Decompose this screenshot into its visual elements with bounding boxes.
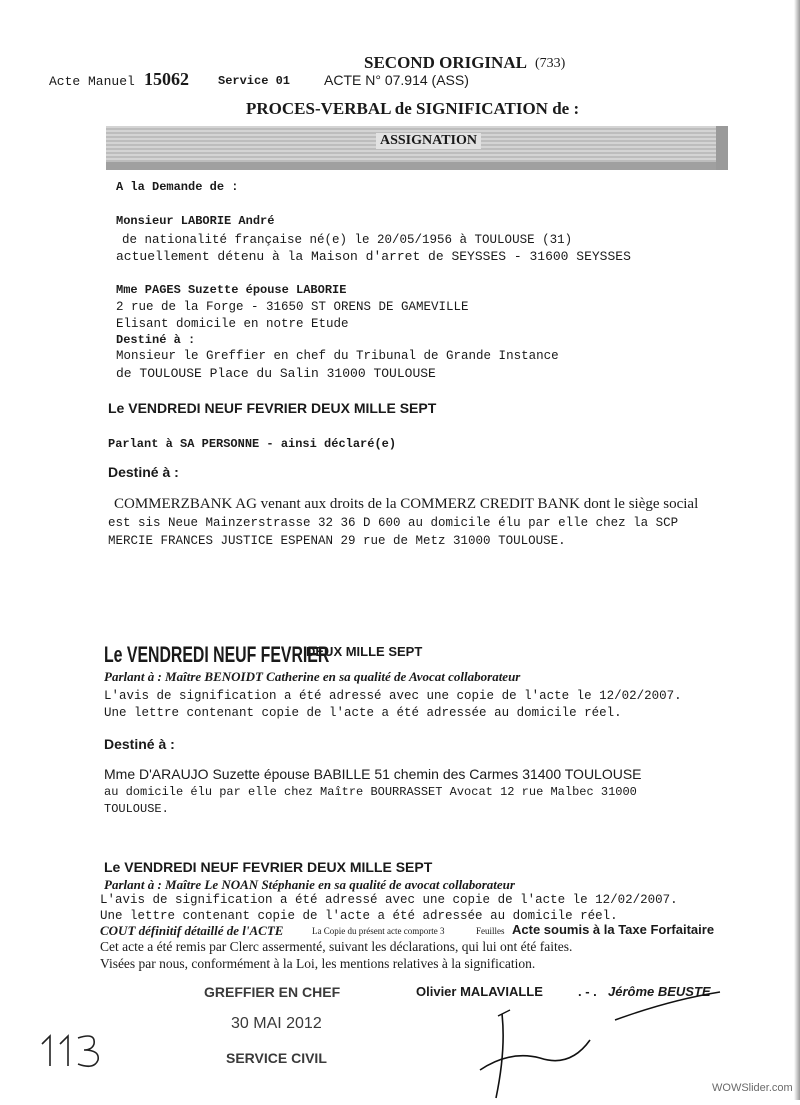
section3-parlant: Parlant à : Maître Le NOAN Stéphanie en sa qualité de avocat collaborateur [104,877,515,892]
stamp-date: 30 MAI 2012 [231,1015,322,1032]
person1-detention: actuellement détenu à la Maison d'arret de SEYSSES - 31600 SEYSSES [116,249,631,264]
visees-line: Visées par nous, conformément à la Loi, les mentions relatives à la signification. [100,956,536,971]
wowslider-watermark: WOWSlider.com [712,1082,793,1094]
section1-parlant: Parlant à SA PERSONNE - ainsi déclaré(e) [108,437,397,451]
person1-birth: de nationalité française né(e) le 20/05/1956 à TOULOUSE (31) [122,233,573,247]
demande-destine-label: Destiné à : [116,333,196,347]
greffier-address: de TOULOUSE Place du Salin 31000 TOULOUSE [116,366,436,381]
section2-lettre: Une lettre contenant copie de l'acte a été adressée au domicile réel. [104,706,622,720]
commerzbank-line1: COMMERZBANK AG venant aux droits de la COMMERZ CREDIT BANK dont le siège social [114,496,699,512]
acte-number: ACTE N° 07.914 (ASS) [324,72,469,88]
service-label: Service 01 [218,74,291,88]
remis-line: Cet acte a été remis par Clerc assermenté, suivant les déclarations, qui lui ont été faites. [100,939,573,954]
signature [440,990,740,1100]
page-edge-shadow [794,0,800,1100]
assignation-title: ASSIGNATION [376,133,481,149]
acte-manuel-label: Acte Manuel [49,74,135,89]
person2-name: Mme PAGES Suzette épouse LABORIE [116,283,347,297]
huissier-separator: . - . [578,984,597,999]
section3-avis: L'avis de signification a été adressé avec une copie de l'acte le 12/02/2007. [100,893,678,907]
copie-count: La Copie du présent acte comporte 3 [312,926,445,936]
section2-destine-label: Destiné à : [104,736,175,752]
cout-label: COUT définitif détaillé de l'ACTE [100,923,284,938]
second-original-title: SECOND ORIGINAL [364,53,527,72]
araujo-line1: Mme D'ARAUJO Suzette épouse BABILLE 51 chemin des Carmes 31400 TOULOUSE [104,766,642,782]
araujo-line2: au domicile élu par elle chez Maître BOURRASSET Avocat 12 rue Malbec 31000 [104,785,637,799]
proces-verbal-title: PROCES-VERBAL de SIGNIFICATION de : [246,99,580,118]
section2-avis: L'avis de signification a été adressé avec une copie de l'acte le 12/02/2007. [104,689,682,703]
section2-date-large: Le VENDREDI NEUF FEVRIER [104,642,330,667]
section1-destine-label: Destiné à : [108,464,179,480]
person1-name: Monsieur LABORIE André [116,214,275,228]
demande-label: A la Demande de : [116,180,239,194]
commerzbank-line3: MERCIE FRANCES JUSTICE ESPENAN 29 rue de Metz 31000 TOULOUSE. [108,534,566,548]
greffier-stamp: GREFFIER EN CHEF [204,984,341,1000]
assignation-band-cap [716,126,728,170]
section2-date-rest: DEUX MILLE SEPT [306,644,423,659]
araujo-line3: TOULOUSE. [104,802,169,816]
section2-parlant: Parlant à : Maître BENOIDT Catherine en sa qualité de Avocat collaborateur [104,669,521,684]
person2-domicile: Elisant domicile en notre Etude [116,317,349,331]
person2-address: 2 rue de la Forge - 31650 ST ORENS DE GAMEVILLE [116,300,469,314]
huissier-name-2: Jérôme BEUSTE [608,984,711,999]
acte-manuel-number: 15062 [144,69,189,89]
handwritten-page-number [34,1030,114,1070]
handwritten-113-drawing [34,1030,114,1070]
feuilles-label: Feuilles [476,926,505,936]
section1-date: Le VENDREDI NEUF FEVRIER DEUX MILLE SEPT [108,400,437,416]
service-civil-stamp: SERVICE CIVIL [226,1050,327,1066]
second-original-number: (733) [535,56,566,71]
assignation-band-shadow [106,162,728,170]
greffier-line: Monsieur le Greffier en chef du Tribunal de Grande Instance [116,349,559,363]
section3-date: Le VENDREDI NEUF FEVRIER DEUX MILLE SEPT [104,859,433,875]
huissier-name-1: Olivier MALAVIALLE [416,984,543,999]
section3-lettre: Une lettre contenant copie de l'acte a été adressée au domicile réel. [100,909,618,923]
commerzbank-line2: est sis Neue Mainzerstrasse 32 36 D 600 au domicile élu par elle chez la SCP [108,516,679,530]
taxe-forfaitaire: Acte soumis à la Taxe Forfaitaire [512,922,715,937]
